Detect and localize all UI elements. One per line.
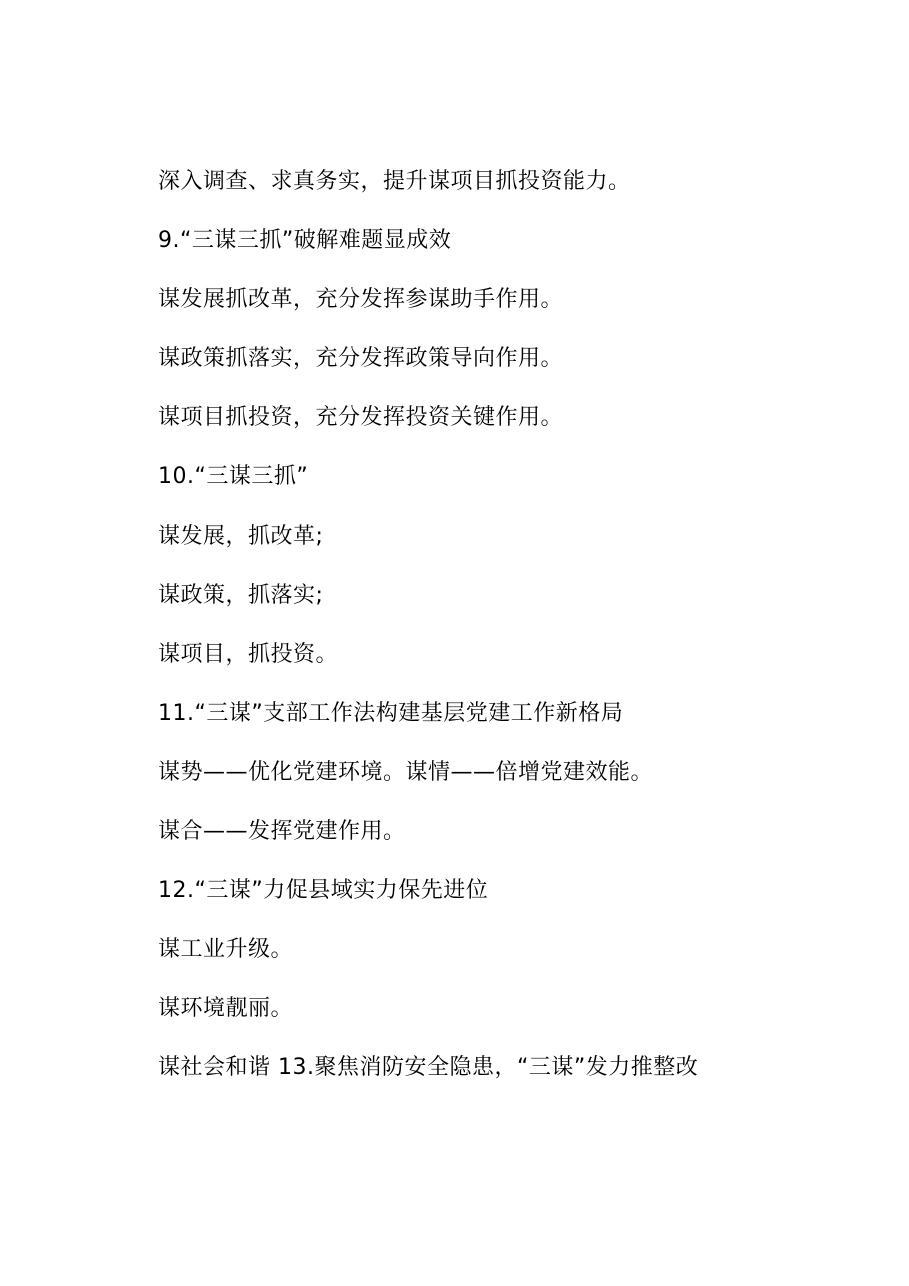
text-line: 谋项目，抓投资。 <box>158 641 339 667</box>
text-line: 深入调查、求真务实，提升谋项目抓投资能力。 <box>158 169 631 194</box>
text-line: 谋合——发挥党建作用。 <box>158 819 406 845</box>
document-body <box>158 166 798 1112</box>
section-heading-12: 12.“三谋”力促县域实力保先进位 <box>158 878 489 904</box>
text-line: 谋势——优化党建环境。谋情——倍增党建效能。 <box>158 759 654 785</box>
text-line: 谋政策，抓落实; <box>158 582 324 608</box>
text-line: 谋环境靓丽。 <box>158 996 294 1022</box>
section-heading-11: 11.“三谋”支部工作法构建基层党建工作新格局 <box>158 700 624 726</box>
text-line: 谋政策抓落实，充分发挥政策导向作用。 <box>158 346 564 372</box>
section-heading-10: 10.“三谋三抓” <box>158 464 309 490</box>
section-heading-9: 9.“三谋三抓”破解难题显成效 <box>158 228 452 254</box>
text-line: 谋工业升级。 <box>158 937 294 963</box>
text-line: 谋发展，抓改革; <box>158 523 324 549</box>
text-line: 谋项目抓投资，充分发挥投资关键作用。 <box>158 405 564 431</box>
text-line: 谋发展抓改革，充分发挥参谋助手作用。 <box>158 287 564 313</box>
text-line: 谋社会和谐 13.聚焦消防安全隐患，“三谋”发力推整改 <box>158 1055 699 1081</box>
